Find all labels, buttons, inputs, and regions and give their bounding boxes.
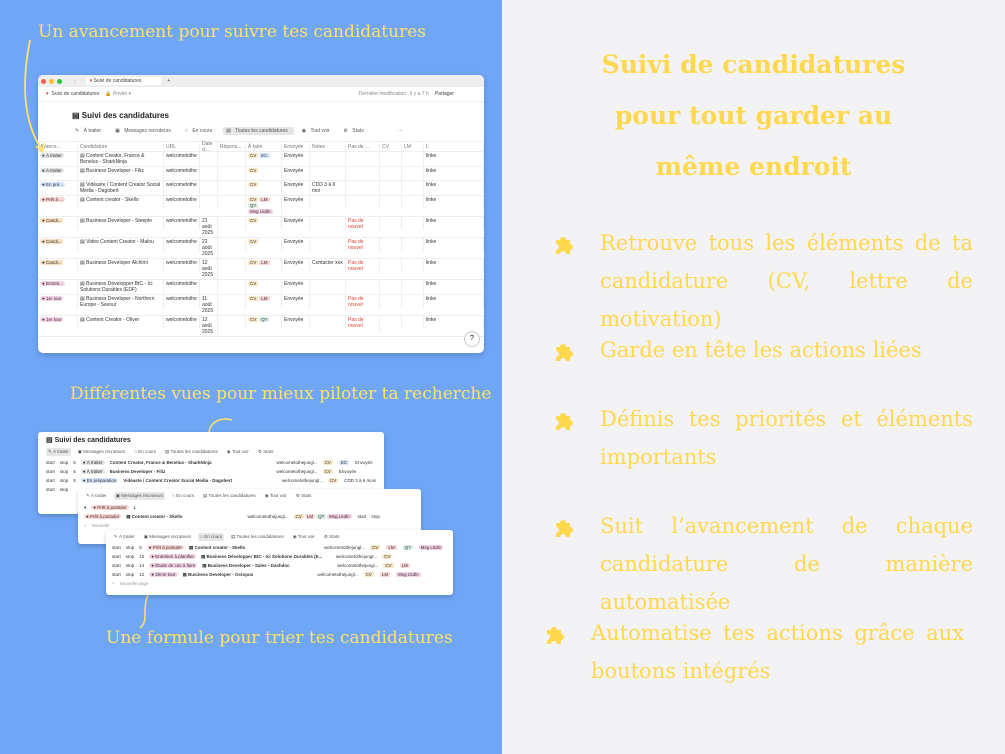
day-count: 14	[139, 563, 145, 568]
no-news-cell: Pas de nouvel	[346, 295, 380, 309]
sent-value: Envoyée	[338, 469, 357, 474]
row-title[interactable]: Vidéaste / Content Creator Social Media - Dagobert	[123, 478, 232, 483]
view-tab[interactable]: ◉ Tout voir	[292, 534, 315, 539]
row-url[interactable]: welcometothejungl...	[317, 572, 359, 577]
tab-label: Toutes les candidatures	[235, 128, 288, 134]
link-cell[interactable]: linke	[424, 167, 484, 180]
row-title[interactable]: Business Developer - Filiz	[109, 469, 166, 474]
url-cell[interactable]: welcometothe	[164, 152, 200, 165]
mini-screenshot-3	[106, 530, 453, 595]
column-header[interactable]: Candidature	[78, 143, 164, 151]
status-badge[interactable]: ● En pré...	[42, 182, 63, 187]
column-header[interactable]: Répons...	[218, 143, 246, 151]
todo-tag: CV	[329, 477, 337, 483]
url-cell[interactable]: welcometothe	[164, 316, 200, 329]
stop-button[interactable]: stop	[125, 554, 135, 559]
row-url[interactable]: welcometothejungl...	[337, 563, 379, 568]
view-tab[interactable]: ◉ Tout voir	[226, 449, 249, 454]
feature-2-text: Garde en tête les actions liées	[600, 338, 922, 362]
status-badge[interactable]: ● À traiter	[42, 168, 62, 173]
row-title[interactable]: ▤ Content creator - Skello	[189, 544, 246, 550]
browser-tab[interactable]: ▾ Suivi de candidatures	[86, 77, 162, 85]
mini3-rows	[112, 543, 447, 579]
start-button[interactable]: start	[46, 478, 55, 483]
tab-label: À traiter	[83, 128, 102, 134]
todo-tag: Msg Lkdln	[420, 544, 442, 550]
headline-line-2: pour tout garder au	[614, 101, 893, 130]
start-button[interactable]: start	[112, 545, 121, 550]
puzzle-icon	[543, 624, 567, 648]
todo-tag: CV	[250, 260, 257, 265]
date-cell: 21 août 2025	[200, 217, 218, 237]
todo-tag: CV	[250, 168, 257, 173]
mini1-title-text: Suivi des candidatures	[54, 437, 131, 444]
url-cell[interactable]: welcometothe	[164, 167, 200, 180]
row-url[interactable]: welcometothejungl...	[281, 478, 323, 483]
todo-tag: CV	[324, 468, 331, 474]
puzzle-icon	[552, 410, 576, 434]
tab-messages-recruteurs[interactable]: ▣ Messages recruteurs	[112, 127, 177, 135]
stop-button[interactable]: stop	[59, 478, 69, 483]
link-cell[interactable]: linke	[424, 217, 484, 230]
mini1-view-tabs	[46, 448, 376, 456]
status-badge: ● Entretien à planifier	[151, 554, 195, 559]
todo-tag: LM	[261, 296, 268, 301]
browser-tab-label: Suivi de candidatures	[93, 78, 142, 84]
tab-stats[interactable]: ⚙ Stats	[340, 127, 369, 135]
status-badge[interactable]: ● Entreti...	[42, 281, 63, 286]
todo-tag: Msg Lkdln	[329, 513, 350, 519]
view-tab[interactable]: ⚙ Stats	[257, 449, 274, 454]
todo-tag: CV	[250, 281, 257, 286]
feature-5-text: Automatise tes actions grâce aux boutons intégrés	[591, 621, 964, 683]
status-badge[interactable]: ● Candi...	[42, 260, 62, 265]
status-badge: ● 2ème tour	[151, 572, 176, 577]
column-header[interactable]: CV	[380, 143, 402, 151]
link-cell[interactable]: linke	[424, 238, 484, 251]
notes-cell: Contacter xxx	[310, 259, 346, 272]
candidature-cell[interactable]: ▤ Business Developer - Filiz	[78, 167, 164, 180]
todo-tag: Q?	[250, 203, 257, 208]
help-avatar-icon[interactable]: ?	[464, 331, 480, 347]
todo-tag: LM	[381, 571, 389, 577]
view-tab[interactable]: ▤ Toutes les candidatures	[203, 493, 256, 498]
todo-tag: Q?	[318, 513, 325, 519]
stop-button[interactable]: stop	[125, 545, 135, 550]
new-tab-icon[interactable]: +	[167, 78, 171, 84]
start-button[interactable]: start	[46, 460, 55, 465]
todo-tag: EC	[261, 153, 268, 158]
todo-tag: CV	[250, 218, 257, 223]
todo-tag: Q?	[404, 544, 411, 550]
todo-tag: Msg Lkdln	[398, 571, 419, 577]
feature-2	[600, 331, 973, 369]
todo-tag: CV	[384, 553, 391, 559]
view-tab[interactable]: ✎ À traiter	[48, 449, 69, 454]
mini3-row[interactable]	[112, 570, 447, 579]
view-tab[interactable]: ◉ Tout voir	[264, 493, 287, 498]
view-tab[interactable]: ⚙ Stats	[295, 493, 312, 498]
stop-button[interactable]: stop	[59, 469, 69, 474]
start-button[interactable]: start	[46, 487, 55, 492]
start-button[interactable]: start	[112, 572, 121, 577]
mini3-view-tabs	[112, 533, 447, 541]
view-tab[interactable]: ▣ Messages recruteurs	[143, 534, 192, 539]
status-badge[interactable]: ● 1er tour	[42, 296, 62, 301]
tab-en-cours[interactable]: ○ En cours	[182, 127, 218, 135]
new-page-label: Nouvelle page	[119, 581, 149, 586]
link-cell[interactable]: linke	[424, 196, 484, 209]
mini2-group-label: Prêt à postuler	[97, 505, 127, 510]
sent-cell: Envoyée	[282, 295, 310, 308]
todo-tag: CV	[365, 571, 372, 577]
view-tab[interactable]: ▣ Messages recruteurs	[77, 449, 126, 454]
todo-tag: CV	[324, 459, 331, 465]
column-header[interactable]: Notes	[310, 143, 346, 151]
mini2-row-status: ● Prêt à postuler	[86, 514, 120, 519]
status-badge[interactable]: ● À traiter	[42, 153, 62, 158]
day-count: 10	[139, 554, 145, 559]
status-badge: ● Étude de cas à faire	[151, 563, 196, 568]
candidature-cell[interactable]: ▤ Content creator - Skello	[78, 196, 164, 209]
mini1-title: ▤ Suivi des candidatures	[46, 437, 131, 444]
view-tab[interactable]: ✎ À traiter	[114, 534, 135, 539]
mini2-row-pills	[294, 514, 353, 520]
view-tab[interactable]: ✎ À traiter	[86, 493, 107, 498]
start-button[interactable]: start	[357, 514, 367, 519]
status-badge[interactable]: ● Candi...	[42, 218, 62, 223]
status-badge: ● En préparation	[82, 478, 117, 483]
status-badge[interactable]: ● Prêt à ...	[42, 197, 63, 202]
day-count: 5	[73, 478, 76, 483]
mini3-row[interactable]	[112, 561, 447, 570]
url-cell[interactable]: welcometothe	[164, 295, 200, 308]
stop-button[interactable]: stop	[59, 487, 69, 492]
day-count: 5	[73, 460, 76, 465]
candidature-cell[interactable]: ▤ Content Creator, France & Benelux - SharkNinja	[78, 152, 164, 166]
start-button[interactable]: start	[46, 469, 55, 474]
mini2-row-url[interactable]: welcometothejungl...	[247, 514, 289, 519]
no-news-cell: Pas de nouvel	[346, 238, 380, 252]
link-cell[interactable]: linke	[424, 259, 484, 272]
start-button[interactable]: start	[112, 554, 121, 559]
candidature-cell[interactable]: ▤ Video Content Creator - Malou	[78, 238, 164, 251]
link-cell[interactable]: linke	[424, 295, 484, 308]
caption-middle: Différentes vues pour mieux piloter ta recherche	[70, 384, 492, 404]
page-title-text: Suivi des candidatures	[81, 111, 169, 120]
more-views-icon[interactable]: ···	[397, 128, 403, 134]
row-title[interactable]: Content Creator, France & Benelux - SharkNinja	[109, 460, 212, 465]
mini2-row-status-label: Prêt à postuler	[89, 514, 120, 519]
candidature-cell[interactable]: ▤ Business Developer - Steeple	[78, 217, 164, 230]
view-tab[interactable]: ○ En cours	[134, 449, 157, 454]
mini2-view-tabs	[84, 492, 415, 500]
candidature-cell[interactable]: ▤ Business Developer - Northern Europe - Savour	[78, 295, 164, 309]
back-arrow-icon[interactable]: ‹	[74, 78, 76, 84]
new-row-button[interactable]: + Nouvelle	[84, 523, 110, 528]
sent-cell: Envoyée	[282, 167, 310, 180]
mini2-group-count: 1	[133, 505, 137, 510]
todo-tag: Q?	[261, 317, 268, 322]
puzzle-icon	[552, 341, 576, 365]
link-cell[interactable]: linke	[424, 280, 484, 293]
view-tab[interactable]: ○ En cours	[172, 493, 195, 498]
breadcrumb-page[interactable]: Suivi de candidatures	[51, 91, 100, 97]
column-header[interactable]: Pas de ...	[346, 143, 380, 151]
todo-tag: LM	[388, 544, 395, 550]
row-url[interactable]: welcometothejungl...	[324, 545, 366, 550]
no-news-cell: Pas de nouvel	[346, 217, 380, 231]
row-url[interactable]: welcometothejungl...	[276, 469, 318, 474]
no-news-cell: Pas de nouvel	[346, 316, 380, 330]
privacy-badge[interactable]: 🔒 Privée ▾	[105, 91, 132, 97]
mini2-group-header[interactable]: ▾ ● Prêt à postuler 1	[84, 504, 137, 510]
notes-cell: CDD 3 à 6 moi	[310, 181, 346, 195]
todo-tag: Msg Lkdln	[250, 209, 271, 214]
link-cell[interactable]: linke	[424, 181, 484, 194]
column-header[interactable]: Avance...	[38, 143, 78, 151]
status-badge: ● Prêt à postuler	[148, 545, 183, 550]
stop-button[interactable]: stop	[125, 572, 135, 577]
mini2-row-cand-text: Content creator - Skello	[131, 513, 183, 519]
row-title[interactable]: ▤ Business Développer BtC - Ici Solutions Durables (E...	[201, 553, 323, 559]
sent-cell: Envoyée	[282, 259, 310, 272]
todo-tag: LM	[261, 260, 268, 265]
puzzle-icon	[552, 234, 576, 258]
mini2-row-cand: ▤ Content creator - Skello	[126, 513, 183, 519]
stop-button[interactable]: stop	[371, 514, 380, 519]
date-cell: 22 août 2025	[200, 238, 218, 258]
todo-tag: CV	[295, 513, 302, 519]
status-badge: ● À traiter	[82, 469, 103, 474]
todo-tag: CV	[250, 153, 257, 158]
todo-tag: CV	[250, 296, 257, 301]
column-header[interactable]: URL	[164, 143, 200, 151]
date-cell: 12 août 2025	[200, 316, 218, 336]
column-header[interactable]: À faire	[246, 143, 282, 151]
todo-tag: CV	[372, 544, 379, 550]
todo-tag: CV	[385, 562, 392, 568]
date-cell: 11 août 2025	[200, 295, 218, 315]
headline-line-3: même endroit	[655, 152, 852, 181]
mini3-row[interactable]	[112, 543, 447, 552]
column-header[interactable]: Date d...	[200, 140, 218, 154]
tab-label: Messages recruteurs	[124, 128, 171, 134]
feature-4-text: Suit l’avancement de chaque candidature de manière automatisée	[600, 514, 973, 614]
start-button[interactable]: start	[112, 563, 121, 568]
page-icon: ▾	[46, 91, 49, 97]
mini2-row[interactable]	[84, 512, 415, 521]
todo-tag: LM	[306, 513, 314, 519]
puzzle-icon	[552, 517, 576, 541]
column-header[interactable]: L	[424, 143, 484, 151]
last-modified: Dernière modification : il y a 7 h	[358, 91, 429, 97]
mini1-row[interactable]	[46, 476, 376, 485]
sent-value: CDD 3 à 6 mois	[344, 478, 376, 483]
tab-label: Stats	[352, 128, 364, 134]
sent-cell: Envoyée	[282, 152, 310, 165]
mini1-row[interactable]	[46, 458, 376, 467]
row-title[interactable]: ▤ Business Developer - Octopus	[182, 571, 254, 577]
stop-button[interactable]: stop	[59, 460, 69, 465]
tab-a-traiter[interactable]: ✎ À traiter	[72, 127, 107, 135]
row-url[interactable]: welcometothejungl...	[336, 554, 378, 559]
no-news-cell: Pas de nouvel	[346, 259, 380, 273]
caption-top: Un avancement pour suivre tes candidatures	[38, 22, 427, 42]
headline-line-1: Suivi de candidatures	[601, 50, 906, 79]
url-cell[interactable]: welcometothe	[164, 181, 200, 194]
view-tab[interactable]: ▤ Toutes les candidatures	[165, 449, 218, 454]
candidature-cell[interactable]: ▤ Vidéaste / Content Creator Social Media - Dagobert	[78, 181, 164, 195]
status-badge[interactable]: ● Candi...	[42, 239, 62, 244]
feature-3-text: Définis tes priorités et éléments importants	[600, 407, 973, 469]
row-url[interactable]: welcometothejungl...	[276, 460, 318, 465]
feature-4	[600, 507, 973, 621]
feature-1	[600, 224, 973, 338]
column-header[interactable]: Envoyée	[282, 143, 310, 151]
candidature-cell[interactable]: ▤ Content Creator - Oliver	[78, 316, 164, 329]
caption-bottom: Une formule pour trier tes candidatures	[106, 628, 453, 648]
url-cell[interactable]: welcometothe	[164, 196, 200, 209]
page-title: ▤ Suivi des candidatures	[72, 111, 169, 120]
view-tab[interactable]: ⚙ Stats	[323, 534, 340, 539]
sent-cell: Envoyée	[282, 217, 310, 230]
url-cell[interactable]: welcometothe	[164, 238, 200, 251]
new-page-button[interactable]: + Nouvelle page	[112, 581, 149, 586]
stop-button[interactable]: stop	[125, 563, 135, 568]
new-row-label: Nouvelle	[91, 523, 110, 528]
row-title[interactable]: ▤ Business Developer - Sales - Dashdoc	[202, 562, 290, 568]
view-tab[interactable]: ▣ Messages recruteurs	[115, 493, 164, 498]
feature-1-text: Retrouve tous les éléments de ta candidature (CV, lettre de motivation)	[600, 231, 973, 331]
share-button[interactable]: Partager	[434, 91, 454, 97]
feature-3	[600, 400, 973, 476]
day-count: 5	[139, 545, 142, 550]
url-cell[interactable]: welcometothe	[164, 280, 200, 293]
sent-cell: Envoyée	[282, 238, 310, 251]
mini2-group-status: ● Prêt à postuler	[93, 505, 127, 510]
status-badge[interactable]: ● 1er tour	[42, 317, 62, 322]
link-cell[interactable]: linke	[424, 316, 484, 329]
day-count: 12	[139, 572, 145, 577]
mini1-row[interactable]	[46, 467, 376, 476]
view-tab[interactable]: ▤ Toutes les candidatures	[231, 534, 284, 539]
todo-tag: CV	[250, 182, 257, 187]
sent-cell: Envoyée	[282, 181, 310, 194]
view-tab[interactable]: ○ En cours	[200, 534, 223, 539]
link-cell[interactable]: linke	[424, 152, 484, 165]
url-cell[interactable]: welcometothe	[164, 259, 200, 272]
todo-tag: LM	[261, 197, 268, 202]
sent-cell: Envoyée	[282, 280, 310, 293]
url-cell[interactable]: welcometothe	[164, 217, 200, 230]
feature-5	[591, 614, 964, 690]
todo-tag: LM	[401, 562, 408, 568]
mini3-row[interactable]	[112, 552, 447, 561]
todo-tag: CV	[250, 239, 257, 244]
column-header[interactable]: LM	[402, 143, 424, 151]
tab-label: En cours	[192, 128, 213, 134]
sent-cell: Envoyée	[282, 316, 310, 329]
date-cell: 12 août 2025	[200, 259, 218, 279]
sent-cell: Envoyée	[282, 196, 310, 209]
privacy-label: Privée	[112, 91, 128, 97]
todo-tag: CV	[250, 317, 257, 322]
sent-value: Envoyée	[355, 460, 373, 465]
candidature-cell[interactable]: ▤ Business Développer BtC - Ici Solutions Durables (EDF)	[78, 280, 164, 294]
todo-tag: EC	[340, 459, 348, 465]
candidature-cell[interactable]: ▤ Business Developer Alchimi	[78, 259, 164, 272]
tab-toutes-les-candidatures[interactable]: ▤ Toutes les candidatures	[223, 127, 294, 135]
tab-label: Tout voir	[310, 128, 330, 134]
status-badge: ● À traiter	[82, 460, 103, 465]
day-count: 5	[73, 469, 76, 474]
todo-tag: CV	[250, 197, 257, 202]
tab-tout-voir[interactable]: ◉ Tout voir	[299, 127, 336, 135]
